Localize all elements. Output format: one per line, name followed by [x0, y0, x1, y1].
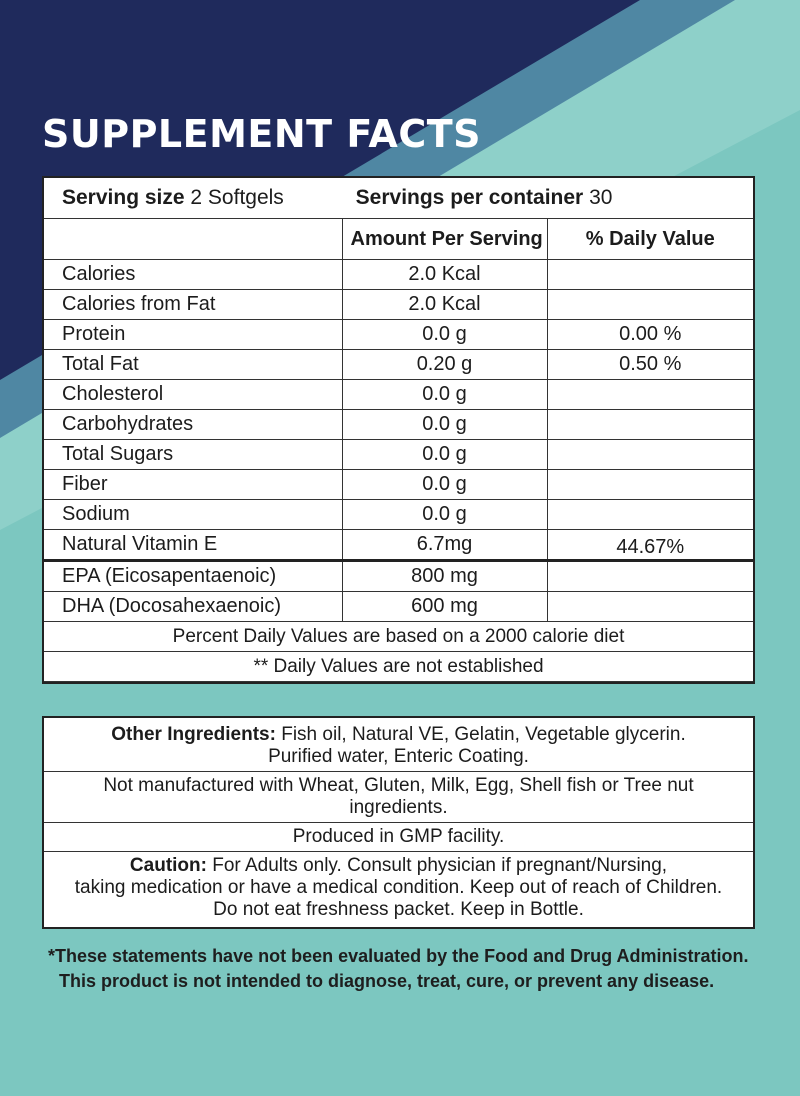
serving-row — [44, 178, 753, 219]
fatty-acid-daily-value — [547, 561, 753, 592]
supplement-facts-table — [42, 176, 755, 684]
nutrient-amount: 0.0 g — [342, 380, 547, 410]
serving-size-value: 2 Softgels — [190, 186, 284, 209]
nutrient-daily-value: 0.00 % — [547, 320, 753, 350]
nutrient-daily-value — [547, 260, 753, 290]
caution-label: Caution: — [129, 855, 207, 876]
caution-line1: For Adults only. Consult physician if pregnant/Nursing, — [212, 855, 668, 876]
allergen-note: Not manufactured with Wheat, Gluten, Milk, Egg, Shell fish or Tree nut ingredients. — [44, 771, 753, 822]
nutrient-daily-value — [547, 440, 753, 470]
nutrient-name: Total Sugars — [44, 440, 342, 470]
nutrient-amount: 6.7mg — [342, 530, 547, 561]
servings-per-container-label: Servings per container — [355, 186, 584, 209]
serving-size — [62, 186, 284, 209]
fatty-acid-amount: 800 mg — [342, 561, 547, 592]
caution-note — [44, 851, 753, 927]
column-header-amount: Amount Per Serving — [342, 219, 547, 260]
nutrient-name: Natural Vitamin E — [44, 530, 342, 561]
caution-line3: Do not eat freshness packet. Keep in Bottle. — [213, 899, 584, 920]
nutrient-amount: 0.0 g — [342, 410, 547, 440]
nutrient-amount: 0.0 g — [342, 500, 547, 530]
daily-values-not-established-note: ** Daily Values are not established — [44, 652, 753, 682]
fatty-acid-row — [44, 561, 753, 592]
nutrient-name: Calories — [44, 260, 342, 290]
facility-note: Produced in GMP facility. — [44, 822, 753, 851]
nutrient-amount: 2.0 Kcal — [342, 290, 547, 320]
footnote-row — [44, 622, 753, 652]
footnote-row — [44, 652, 753, 682]
fatty-acid-amount: 600 mg — [342, 592, 547, 622]
nutrient-row — [44, 350, 753, 380]
other-ingredients-line1: Fish oil, Natural VE, Gelatin, Vegetable glycerin. — [281, 724, 686, 745]
nutrient-amount: 0.0 g — [342, 470, 547, 500]
nutrient-daily-value — [547, 380, 753, 410]
column-header-row — [44, 219, 753, 260]
nutrient-amount: 0.20 g — [342, 350, 547, 380]
nutrient-row — [44, 260, 753, 290]
nutrient-row — [44, 380, 753, 410]
nutrient-name: Fiber — [44, 470, 342, 500]
nutrient-name: Total Fat — [44, 350, 342, 380]
column-header-daily-value: % Daily Value — [547, 219, 753, 260]
nutrient-row — [44, 530, 753, 561]
nutrient-name: Protein — [44, 320, 342, 350]
nutrient-amount: 0.0 g — [342, 320, 547, 350]
nutrient-amount: 2.0 Kcal — [342, 260, 547, 290]
servings-per-container-value: 30 — [589, 186, 613, 209]
page-title: SUPPLEMENT FACTS — [42, 112, 482, 156]
nutrient-daily-value — [547, 500, 753, 530]
nutrient-row — [44, 320, 753, 350]
column-header-empty — [44, 219, 342, 260]
nutrient-amount: 0.0 g — [342, 440, 547, 470]
nutrient-daily-value — [547, 410, 753, 440]
fda-disclaimer — [48, 944, 768, 994]
nutrient-daily-value: 0.50 % — [547, 350, 753, 380]
nutrient-daily-value — [547, 470, 753, 500]
serving-size-label: Serving size — [62, 186, 185, 209]
nutrient-name: Calories from Fat — [44, 290, 342, 320]
nutrient-row — [44, 440, 753, 470]
fatty-acid-name: EPA (Eicosapentaenoic) — [44, 561, 342, 592]
nutrient-daily-value: 44.67% — [547, 530, 753, 561]
nutrient-name: Sodium — [44, 500, 342, 530]
nutrient-row — [44, 290, 753, 320]
fda-disclaimer-line1: *These statements have not been evaluated by the Food and Drug Administration. — [48, 946, 749, 966]
nutrient-daily-value — [547, 290, 753, 320]
fda-disclaimer-line2: This product is not intended to diagnose, treat, cure, or prevent any disease. — [59, 971, 715, 991]
fatty-acid-daily-value — [547, 592, 753, 622]
nutrient-row — [44, 470, 753, 500]
caution-line2: taking medication or have a medical condition. Keep out of reach of Children. — [74, 877, 723, 898]
percent-daily-value-note: Percent Daily Values are based on a 2000 calorie diet — [44, 622, 753, 652]
nutrient-row — [44, 500, 753, 530]
nutrient-row — [44, 410, 753, 440]
nutrient-name: Cholesterol — [44, 380, 342, 410]
servings-per-container — [356, 186, 613, 209]
fatty-acid-name: DHA (Docosahexaenoic) — [44, 592, 342, 622]
nutrient-name: Carbohydrates — [44, 410, 342, 440]
fatty-acid-row — [44, 592, 753, 622]
ingredients-box — [42, 716, 755, 929]
other-ingredients — [44, 718, 753, 771]
other-ingredients-label: Other Ingredients: — [111, 724, 276, 745]
other-ingredients-line2: Purified water, Enteric Coating. — [268, 746, 529, 767]
